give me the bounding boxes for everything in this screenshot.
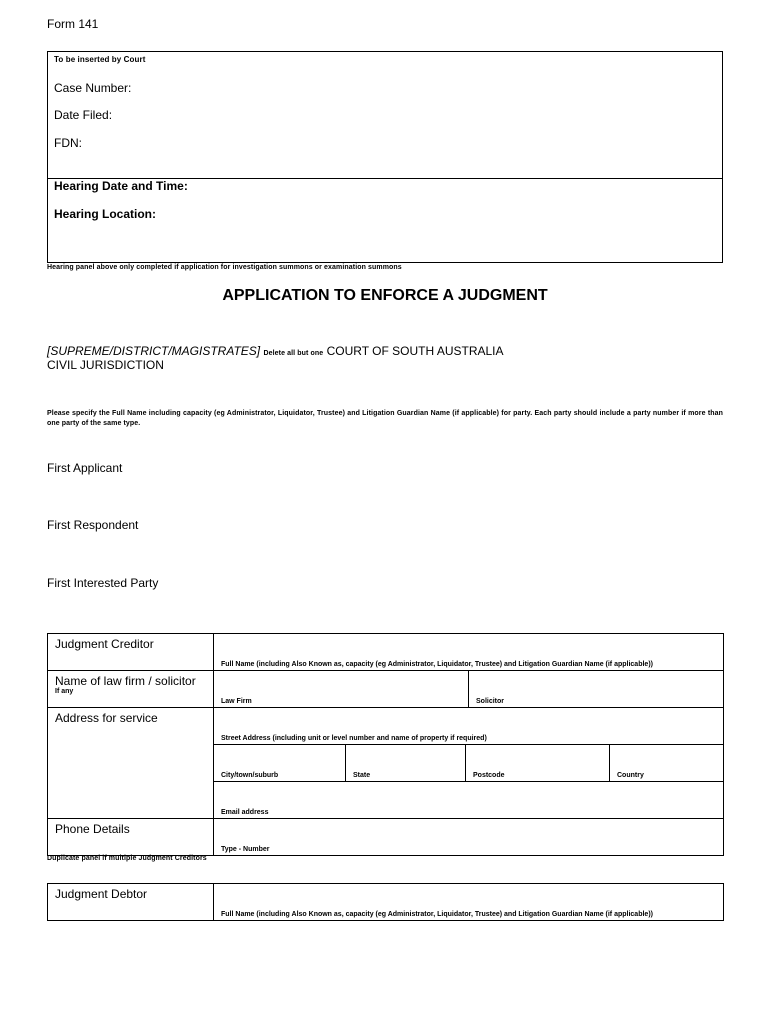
law-firm-label: Name of law firm / solicitor: [55, 674, 196, 688]
first-respondent-label: First Respondent: [47, 518, 139, 532]
duplicate-panel-note: Duplicate panel if multiple Judgment Creditors: [47, 855, 207, 862]
solicitor-hint: Solicitor: [476, 698, 505, 705]
country-hint: Country: [617, 772, 644, 779]
court-name: COURT OF SOUTH AUSTRALIA: [326, 344, 504, 358]
court-use-panel: [47, 51, 723, 263]
state-hint: State: [353, 772, 371, 779]
page-title: APPLICATION TO ENFORCE A JUDGMENT: [222, 287, 548, 304]
hearing-date-time-label: Hearing Date and Time:: [54, 179, 188, 193]
first-applicant-label: First Applicant: [47, 461, 123, 475]
judgment-debtor-label: Judgment Debtor: [55, 887, 148, 901]
party-instructions: Please specify the Full Name including capacity (eg Administrator, Liquidator, Trustee) and Litigation Guardian Name (if applicable) for party. Each party should include a party number if more than one party of the same type.: [47, 410, 723, 427]
law-firm-label-cell: [48, 671, 214, 708]
jurisdiction: CIVIL JURISDICTION: [47, 358, 164, 372]
law-firm-sub-label: If any: [55, 688, 74, 695]
address-for-service-label: Address for service: [55, 711, 158, 725]
phone-hint: Type - Number: [221, 846, 270, 853]
judgment-debtor-panel: [47, 883, 724, 921]
email-hint: Email address: [221, 809, 269, 816]
address-label-cell: [48, 708, 214, 819]
debtor-full-name-field[interactable]: [214, 884, 724, 921]
court-designation: [47, 344, 504, 358]
hearing-location-label: Hearing Location:: [54, 207, 157, 221]
law-firm-hint: Law Firm: [221, 698, 252, 705]
first-interested-party-label: First Interested Party: [47, 576, 159, 590]
fdn-label: FDN:: [54, 136, 82, 150]
solicitor-field[interactable]: [469, 671, 724, 708]
date-filed-label: Date Filed:: [54, 108, 113, 122]
street-address-field[interactable]: [214, 708, 724, 745]
state-field[interactable]: [346, 745, 466, 782]
phone-label-cell: [48, 819, 214, 856]
creditor-full-name-field[interactable]: [214, 634, 724, 671]
court-options: [SUPREME/DISTRICT/MAGISTRATES]: [47, 344, 261, 358]
postcode-field[interactable]: [466, 745, 610, 782]
postcode-hint: Postcode: [473, 772, 505, 779]
court-panel-heading: To be inserted by Court: [54, 55, 146, 64]
law-firm-field[interactable]: [214, 671, 469, 708]
country-field[interactable]: [610, 745, 724, 782]
email-field[interactable]: [214, 782, 724, 819]
hearing-panel-note: Hearing panel above only completed if application for investigation summons or examination summons: [47, 264, 402, 271]
form-number: Form 141: [47, 17, 99, 31]
debtor-full-name-hint: Full Name (including Also Known as, capacity (eg Administrator, Liquidator, Trustee) and Litigation Guardian Name (if applicable)): [221, 911, 653, 918]
judgment-creditor-label: Judgment Creditor: [55, 637, 154, 651]
case-number-label: Case Number:: [54, 81, 132, 95]
creditor-full-name-hint: Full Name (including Also Known as, capacity (eg Administrator, Liquidator, Trustee) and Litigation Guardian Name (if applicable)): [221, 661, 653, 668]
phone-details-label: Phone Details: [55, 822, 130, 836]
street-address-hint: Street Address (including unit or level number and name of property if required): [221, 735, 487, 742]
delete-note: Delete all but one: [263, 350, 324, 357]
city-field[interactable]: [214, 745, 346, 782]
judgment-creditor-label-cell: [48, 634, 214, 671]
phone-field[interactable]: [214, 819, 724, 856]
judgment-creditor-panel: [47, 633, 724, 856]
city-hint: City/town/suburb: [221, 772, 279, 779]
judgment-debtor-label-cell: [48, 884, 214, 921]
